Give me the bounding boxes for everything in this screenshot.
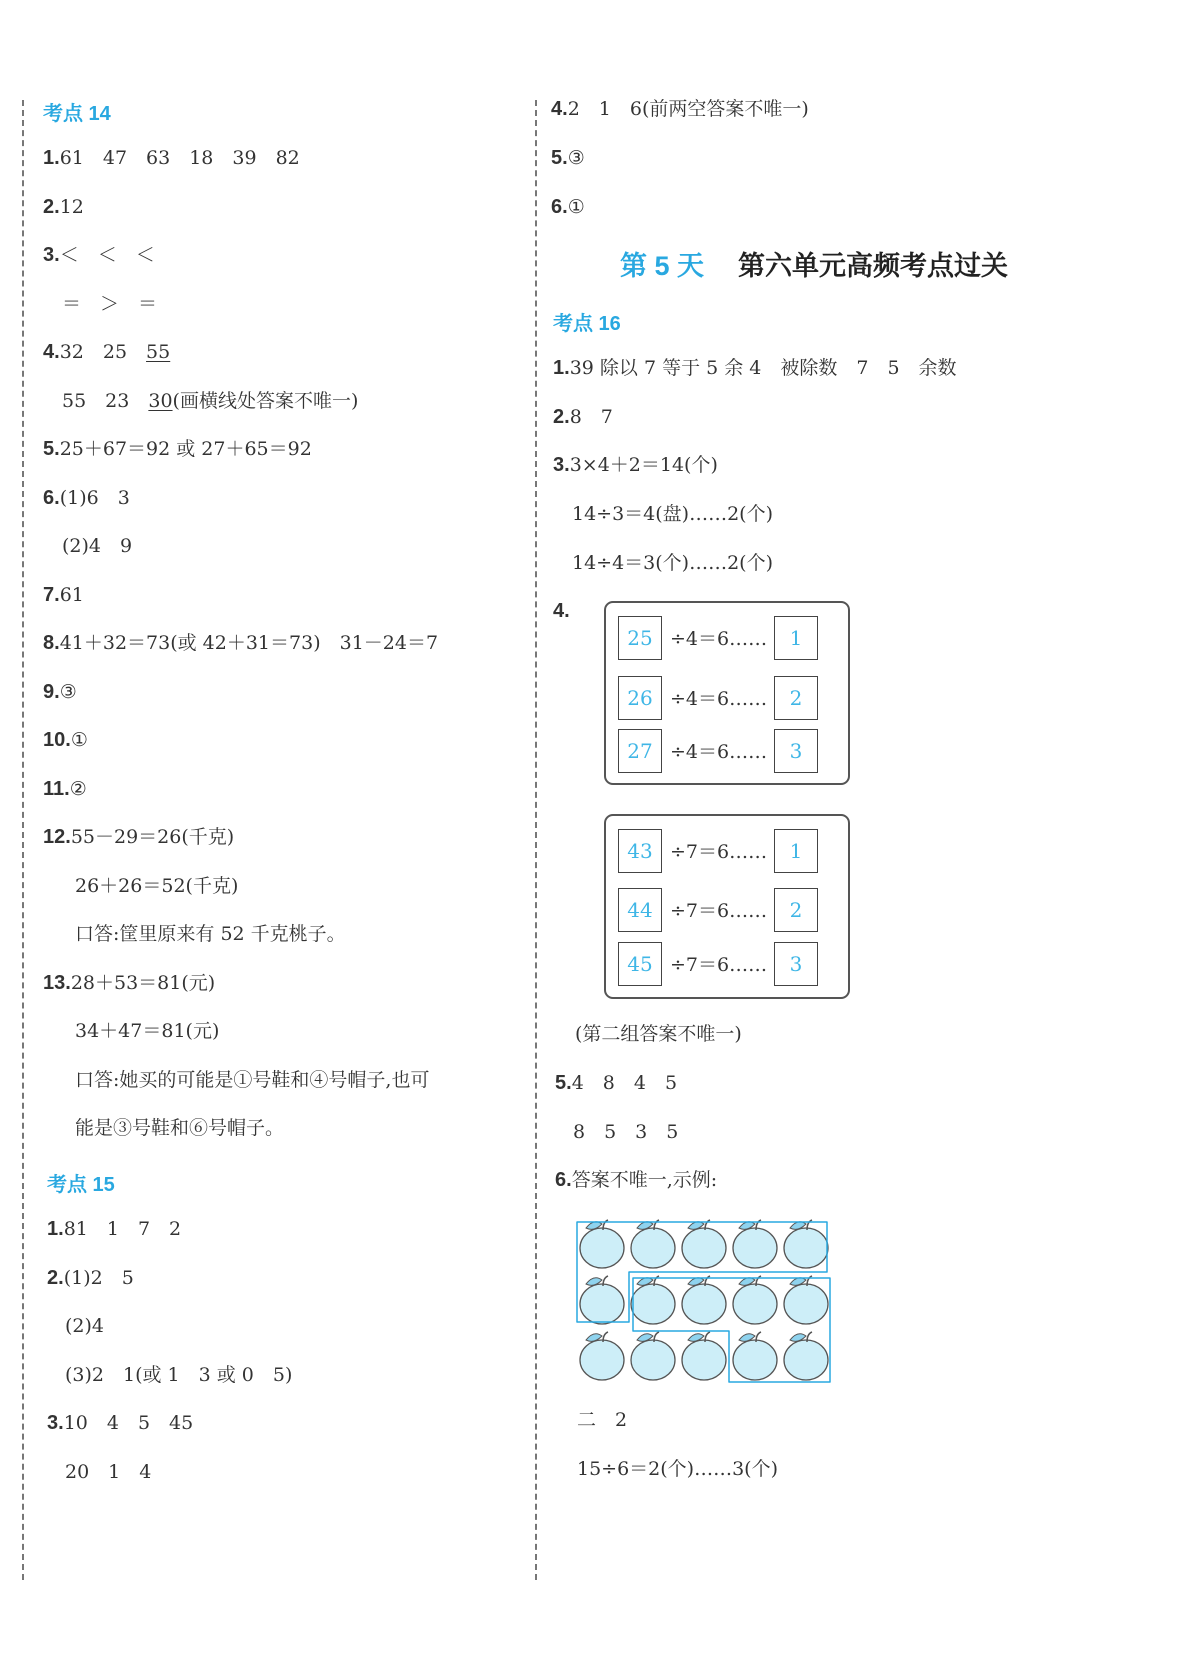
answer-text: 答案不唯一,示例: [571, 1169, 718, 1191]
day-label: 第 5 天 [620, 251, 705, 281]
underlined-answer: 55 [146, 341, 171, 363]
answer-text: 41＋32＝73(或 42＋31＝73) 31－24＝7 [59, 632, 439, 654]
section-title [620, 244, 1008, 283]
division-expression: ÷4＝6…… [670, 688, 768, 710]
column-divider-center [535, 100, 537, 1580]
division-row [618, 616, 836, 660]
division-expression: ÷7＝6…… [670, 900, 768, 922]
column-divider-left [22, 100, 24, 1580]
answer-text: 61 [59, 583, 84, 606]
answer-line [553, 598, 570, 624]
division-expression: ÷7＝6…… [670, 841, 768, 863]
answer-text: 2 1 6(前两空答案不唯一) [567, 98, 809, 120]
answer-text: 15÷6＝2(个)……3(个) [577, 1458, 779, 1480]
remainder-box: 3 [774, 729, 818, 773]
remainder-box: 2 [774, 888, 818, 932]
answer-line [575, 1021, 742, 1047]
apple-icon [784, 1332, 828, 1380]
apple-icon [580, 1276, 624, 1324]
answer-text: 8 7 [569, 405, 613, 428]
dividend-box: 25 [618, 616, 662, 660]
answer-text: 8 5 3 5 [573, 1120, 679, 1143]
question-number: 5. [551, 147, 568, 169]
answer-text: 39 除以 7 等于 5 余 4 被除数 7 5 余数 [569, 357, 957, 379]
answer-text: 3×4＋2＝14(个) [569, 454, 718, 477]
division-expression: ÷4＝6…… [670, 628, 768, 650]
answer-text: (3)2 1(或 1 3 或 0 5) [65, 1363, 293, 1386]
question-number: 2. [47, 1266, 64, 1289]
question-number: 4. [553, 600, 570, 622]
answer-text: 14÷4＝3(个)……2(个) [572, 551, 774, 574]
question-number: 9. [43, 680, 60, 703]
division-row [618, 942, 836, 986]
answer-line [47, 1265, 134, 1291]
question-number: 2. [43, 195, 60, 218]
section-heading-15: 考点 15 [47, 1174, 115, 1196]
answer-line [62, 533, 132, 559]
division-row [618, 829, 836, 873]
question-number: 3. [47, 1412, 64, 1434]
apple-icon [631, 1276, 675, 1324]
answer-text: 81 1 7 2 [63, 1218, 182, 1240]
answer-text: 55 23 [62, 389, 149, 412]
answer-text: 61 47 63 18 39 82 [59, 147, 300, 169]
answer-line [43, 970, 215, 996]
dividend-box: 26 [618, 676, 662, 720]
question-number: 3. [553, 454, 570, 477]
answer-text: (1)2 5 [63, 1266, 134, 1289]
question-number: 7. [43, 583, 60, 606]
answer-text: 能是③号鞋和⑥号帽子。 [75, 1117, 285, 1139]
question-number: 12. [43, 826, 71, 848]
division-group-1 [604, 601, 850, 785]
answer-line [75, 921, 346, 947]
answer-text: (2)4 [65, 1315, 105, 1337]
question-number: 4. [551, 98, 568, 120]
apple-icon [682, 1332, 726, 1380]
question-number: 1. [553, 357, 570, 379]
answer-line [551, 145, 585, 171]
answer-line [65, 1362, 292, 1388]
division-group-2 [604, 814, 850, 999]
answer-line [47, 1216, 181, 1242]
question-number: 10. [43, 729, 71, 751]
answer-line [577, 1407, 627, 1433]
apple-icon [580, 1332, 624, 1380]
answer-text: ＜ ＜ ＜ [59, 244, 155, 266]
question-number: 8. [43, 632, 60, 654]
answer-text: 28＋53＝81(元) [70, 971, 216, 994]
answer-text: ③ [59, 680, 77, 703]
answer-line [62, 388, 358, 414]
apple-icon [733, 1220, 777, 1268]
answer-line [43, 727, 88, 753]
answer-line [43, 242, 155, 268]
question-number: 5. [555, 1072, 572, 1094]
question-number: 6. [43, 486, 60, 509]
section-heading-16: 考点 16 [553, 313, 621, 335]
division-row [618, 729, 836, 773]
answer-text: 10 4 5 45 [63, 1412, 194, 1434]
question-number: 4. [43, 341, 60, 363]
division-row [618, 888, 836, 932]
answer-line [555, 1070, 677, 1096]
answer-text: 25＋67＝92 或 27＋65＝92 [59, 438, 312, 460]
answer-line [43, 824, 234, 850]
answer-text: ① [567, 196, 585, 218]
answer-line [573, 1119, 678, 1145]
division-row [618, 676, 836, 720]
answer-line [572, 550, 773, 576]
answer-text: (第二组答案不唯一) [575, 1023, 742, 1045]
answer-text: ② [69, 777, 87, 800]
apple-icon [580, 1220, 624, 1268]
answer-line [47, 1410, 193, 1436]
underlined-answer: 30 [148, 389, 173, 412]
question-number: 2. [553, 405, 570, 428]
answer-line [551, 96, 809, 122]
dividend-box: 43 [618, 829, 662, 873]
question-number: 3. [43, 244, 60, 266]
answer-line [43, 582, 84, 608]
remainder-box: 3 [774, 942, 818, 986]
answer-line [75, 1115, 284, 1141]
answer-line [553, 404, 613, 430]
answer-line [43, 145, 300, 171]
apple-icon [682, 1276, 726, 1324]
dividend-box: 44 [618, 888, 662, 932]
answer-line [43, 485, 130, 511]
answer-text: ③ [567, 147, 585, 169]
division-expression: ÷7＝6…… [670, 954, 768, 976]
title-text: 第六单元高频考点过关 [738, 251, 1009, 281]
answer-line [43, 339, 170, 365]
division-expression: ÷4＝6…… [670, 741, 768, 763]
answer-line [577, 1456, 778, 1482]
answer-text: 口答:她买的可能是①号鞋和④号帽子,也可 [75, 1068, 430, 1091]
answer-text: 55－29＝26(千克) [70, 826, 235, 848]
answer-line [65, 1313, 104, 1339]
answer-line [43, 630, 438, 656]
question-number: 6. [555, 1169, 572, 1191]
answer-line [62, 291, 157, 317]
apple-icon [784, 1276, 828, 1324]
answer-line [43, 194, 84, 220]
question-number: 1. [47, 1218, 64, 1240]
answer-line [43, 679, 77, 705]
question-number: 1. [43, 147, 60, 169]
dividend-box: 27 [618, 729, 662, 773]
answer-note: (画横线处答案不唯一) [172, 389, 359, 412]
dividend-box: 45 [618, 942, 662, 986]
answer-line [43, 436, 312, 462]
question-number: 13. [43, 971, 71, 994]
apple-icon [631, 1332, 675, 1380]
answer-text: 32 25 [59, 341, 147, 363]
answer-line [75, 1067, 429, 1093]
answer-text: 二 2 [577, 1409, 628, 1431]
answer-text: 4 8 4 5 [571, 1072, 678, 1094]
answer-text: ＝ ＞ ＝ [62, 292, 158, 315]
apple-grouping-figure [572, 1214, 842, 1389]
answer-text: 26＋26＝52(千克) [75, 874, 239, 897]
answer-text: ① [70, 729, 88, 751]
question-number: 6. [551, 196, 568, 218]
answer-line [553, 355, 957, 381]
answer-line [555, 1167, 717, 1193]
answer-text: 12 [59, 195, 84, 218]
section-heading-14: 考点 14 [43, 103, 111, 125]
answer-text: (1)6 3 [59, 486, 130, 509]
answer-line [43, 776, 87, 802]
answer-text: 20 1 4 [65, 1460, 152, 1483]
remainder-box: 2 [774, 676, 818, 720]
apple-icon [733, 1276, 777, 1324]
answer-text: 14÷3＝4(盘)……2(个) [572, 503, 774, 526]
answer-text: (2)4 9 [62, 535, 133, 557]
answer-text: 口答:筐里原来有 52 千克桃子。 [75, 923, 346, 945]
answer-line [75, 1018, 219, 1044]
remainder-box: 1 [774, 829, 818, 873]
question-number: 11. [43, 777, 70, 800]
apple-icon [682, 1220, 726, 1268]
apple-icon [733, 1332, 777, 1380]
apple-icon [784, 1220, 828, 1268]
answer-text: 34＋47＝81(元) [75, 1020, 220, 1042]
apple-icon [631, 1220, 675, 1268]
answer-line [551, 194, 585, 220]
answer-line [572, 501, 773, 527]
answer-line [75, 873, 238, 899]
answer-line [65, 1459, 151, 1485]
remainder-box: 1 [774, 616, 818, 660]
question-number: 5. [43, 438, 60, 460]
answer-line [553, 452, 718, 478]
